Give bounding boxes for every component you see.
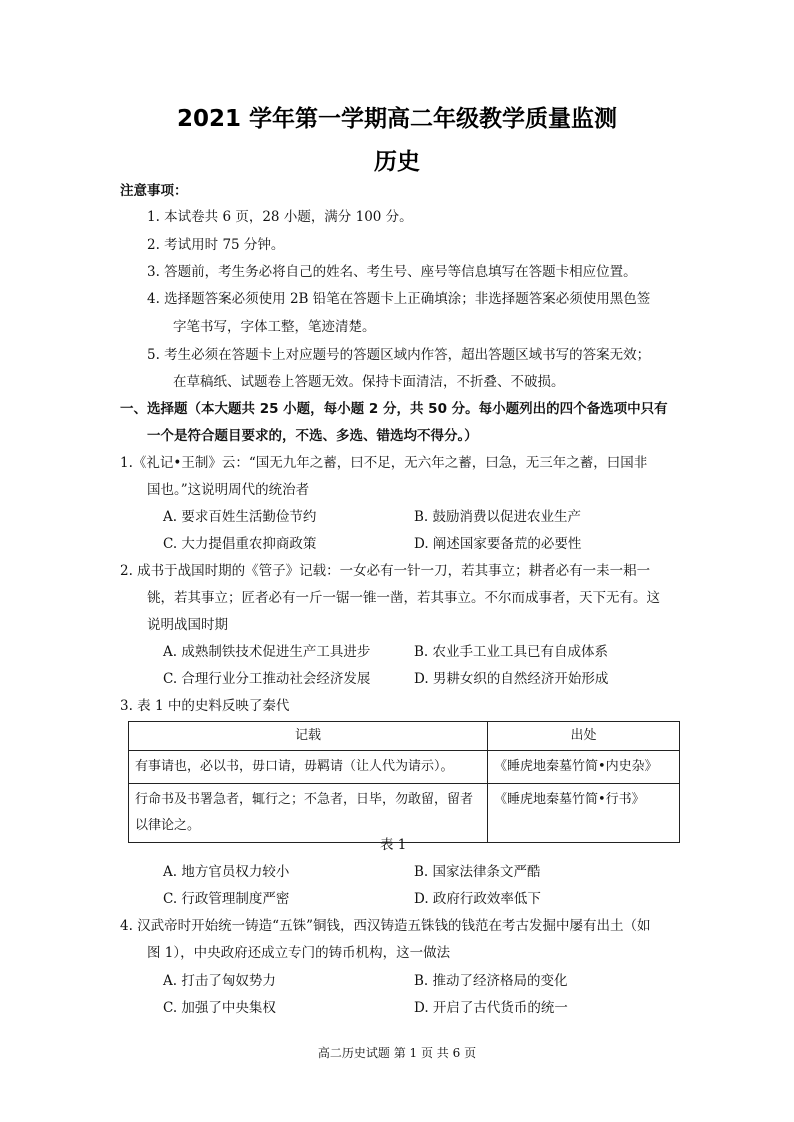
q4-option-c: C. 加强了中央集权	[163, 1000, 276, 1016]
question-1-stem: 1.《礼记•王制》云：“国无九年之蓄，曰不足，无六年之蓄，曰急，无三年之蓄，曰国非	[120, 455, 648, 471]
subject-title: 历史	[374, 149, 420, 175]
question-4-stem-cont: 图 1），中央政府还成立专门的铸币机构，这一做法	[147, 945, 451, 961]
q4-option-a: A. 打击了匈奴势力	[163, 973, 276, 989]
notice-item: 字笔书写，字体工整，笔迹清楚。	[173, 319, 376, 335]
q4-option-b: B. 推动了经济格局的变化	[414, 973, 568, 989]
notice-item: 3. 答题前，考生务必将自己的姓名、考生号、座号等信息填写在答题卡相应位置。	[147, 264, 637, 280]
q2-option-c: C. 合理行业分工推动社会经济发展	[163, 671, 371, 687]
question-3-stem: 3. 表 1 中的史料反映了秦代	[120, 698, 290, 714]
q2-option-d: D. 男耕女织的自然经济开始形成	[414, 671, 609, 687]
table-cell: 《睡虎地秦墓竹简•行书》	[488, 784, 680, 843]
question-1-stem-cont: 国也。”这说明周代的统治者	[147, 482, 310, 498]
q3-option-a: A. 地方官员权力较小	[163, 864, 290, 880]
q1-option-a: A. 要求百姓生活勤俭节约	[163, 509, 317, 525]
table-header: 出处	[488, 722, 680, 751]
table-row	[129, 751, 680, 784]
q4-option-d: D. 开启了古代货币的统一	[414, 1000, 568, 1016]
exam-title: 2021 学年第一学期高二年级教学质量监测	[176, 106, 618, 132]
table-caption: 表 1	[380, 837, 407, 853]
notice-item: 2. 考试用时 75 分钟。	[147, 237, 285, 253]
q1-option-c: C. 大力提倡重农抑商政策	[163, 536, 317, 552]
q3-option-c: C. 行政管理制度严密	[163, 891, 290, 907]
table-cell: 《睡虎地秦墓竹简•内史杂》	[488, 751, 680, 784]
notice-item: 4. 选择题答案必须使用 2B 铅笔在答题卡上正确填涂；非选择题答案必须使用黑色签	[147, 291, 651, 307]
section-heading: 一、选择题（本大题共 25 小题，每小题 2 分，共 50 分。每小题列出的四个备选项中只有	[120, 401, 668, 417]
question-2-stem-cont: 铫，若其事立；匠者必有一斤一锯一锥一凿，若其事立。不尔而成事者，天下无有。这	[147, 590, 660, 606]
q3-option-d: D. 政府行政效率低下	[414, 891, 541, 907]
notice-heading: 注意事项：	[120, 183, 188, 199]
notice-item: 1. 本试卷共 6 页，28 小题，满分 100 分。	[147, 209, 413, 225]
question-2-stem: 2. 成书于战国时期的《管子》记载：一女必有一针一刀，若其事立；耕者必有一耒一耜一	[120, 563, 651, 579]
q3-option-b: B. 国家法律条文严酷	[414, 864, 541, 880]
table-cell: 行命书及书署急者，辄行之；不急者，日毕，勿敢留，留者以律论之。	[129, 784, 488, 843]
table-cell: 有事请也，必以书，毋口请，毋羁请（让人代为请示）。	[129, 751, 488, 784]
q1-option-b: B. 鼓励消费以促进农业生产	[414, 509, 582, 525]
q2-option-a: A. 成熟制铁技术促进生产工具进步	[163, 644, 371, 660]
source-table	[128, 721, 680, 843]
notice-item: 在草稿纸、试题卷上答题无效。保持卡面清洁，不折叠、不破损。	[173, 374, 565, 390]
q2-option-b: B. 农业手工业工具已有自成体系	[414, 644, 609, 660]
table-header: 记载	[129, 722, 488, 751]
question-4-stem: 4. 汉武帝时开始统一铸造“五铢”铜钱，西汉铸造五铢钱的钱范在考古发掘中屡有出土（如	[120, 918, 651, 934]
section-heading-cont: 一个是符合题目要求的，不选、多选、错选均不得分。）	[147, 428, 478, 444]
table-header-row	[129, 722, 680, 751]
table-row	[129, 784, 680, 843]
question-2-stem-cont: 说明战国时期	[147, 617, 228, 633]
page-footer: 高二历史试题 第 1 页 共 6 页	[317, 1046, 477, 1060]
q1-option-d: D. 阐述国家要备荒的必要性	[414, 536, 582, 552]
notice-item: 5. 考生必须在答题卡上对应题号的答题区域内作答，超出答题区域书写的答案无效；	[147, 347, 651, 363]
